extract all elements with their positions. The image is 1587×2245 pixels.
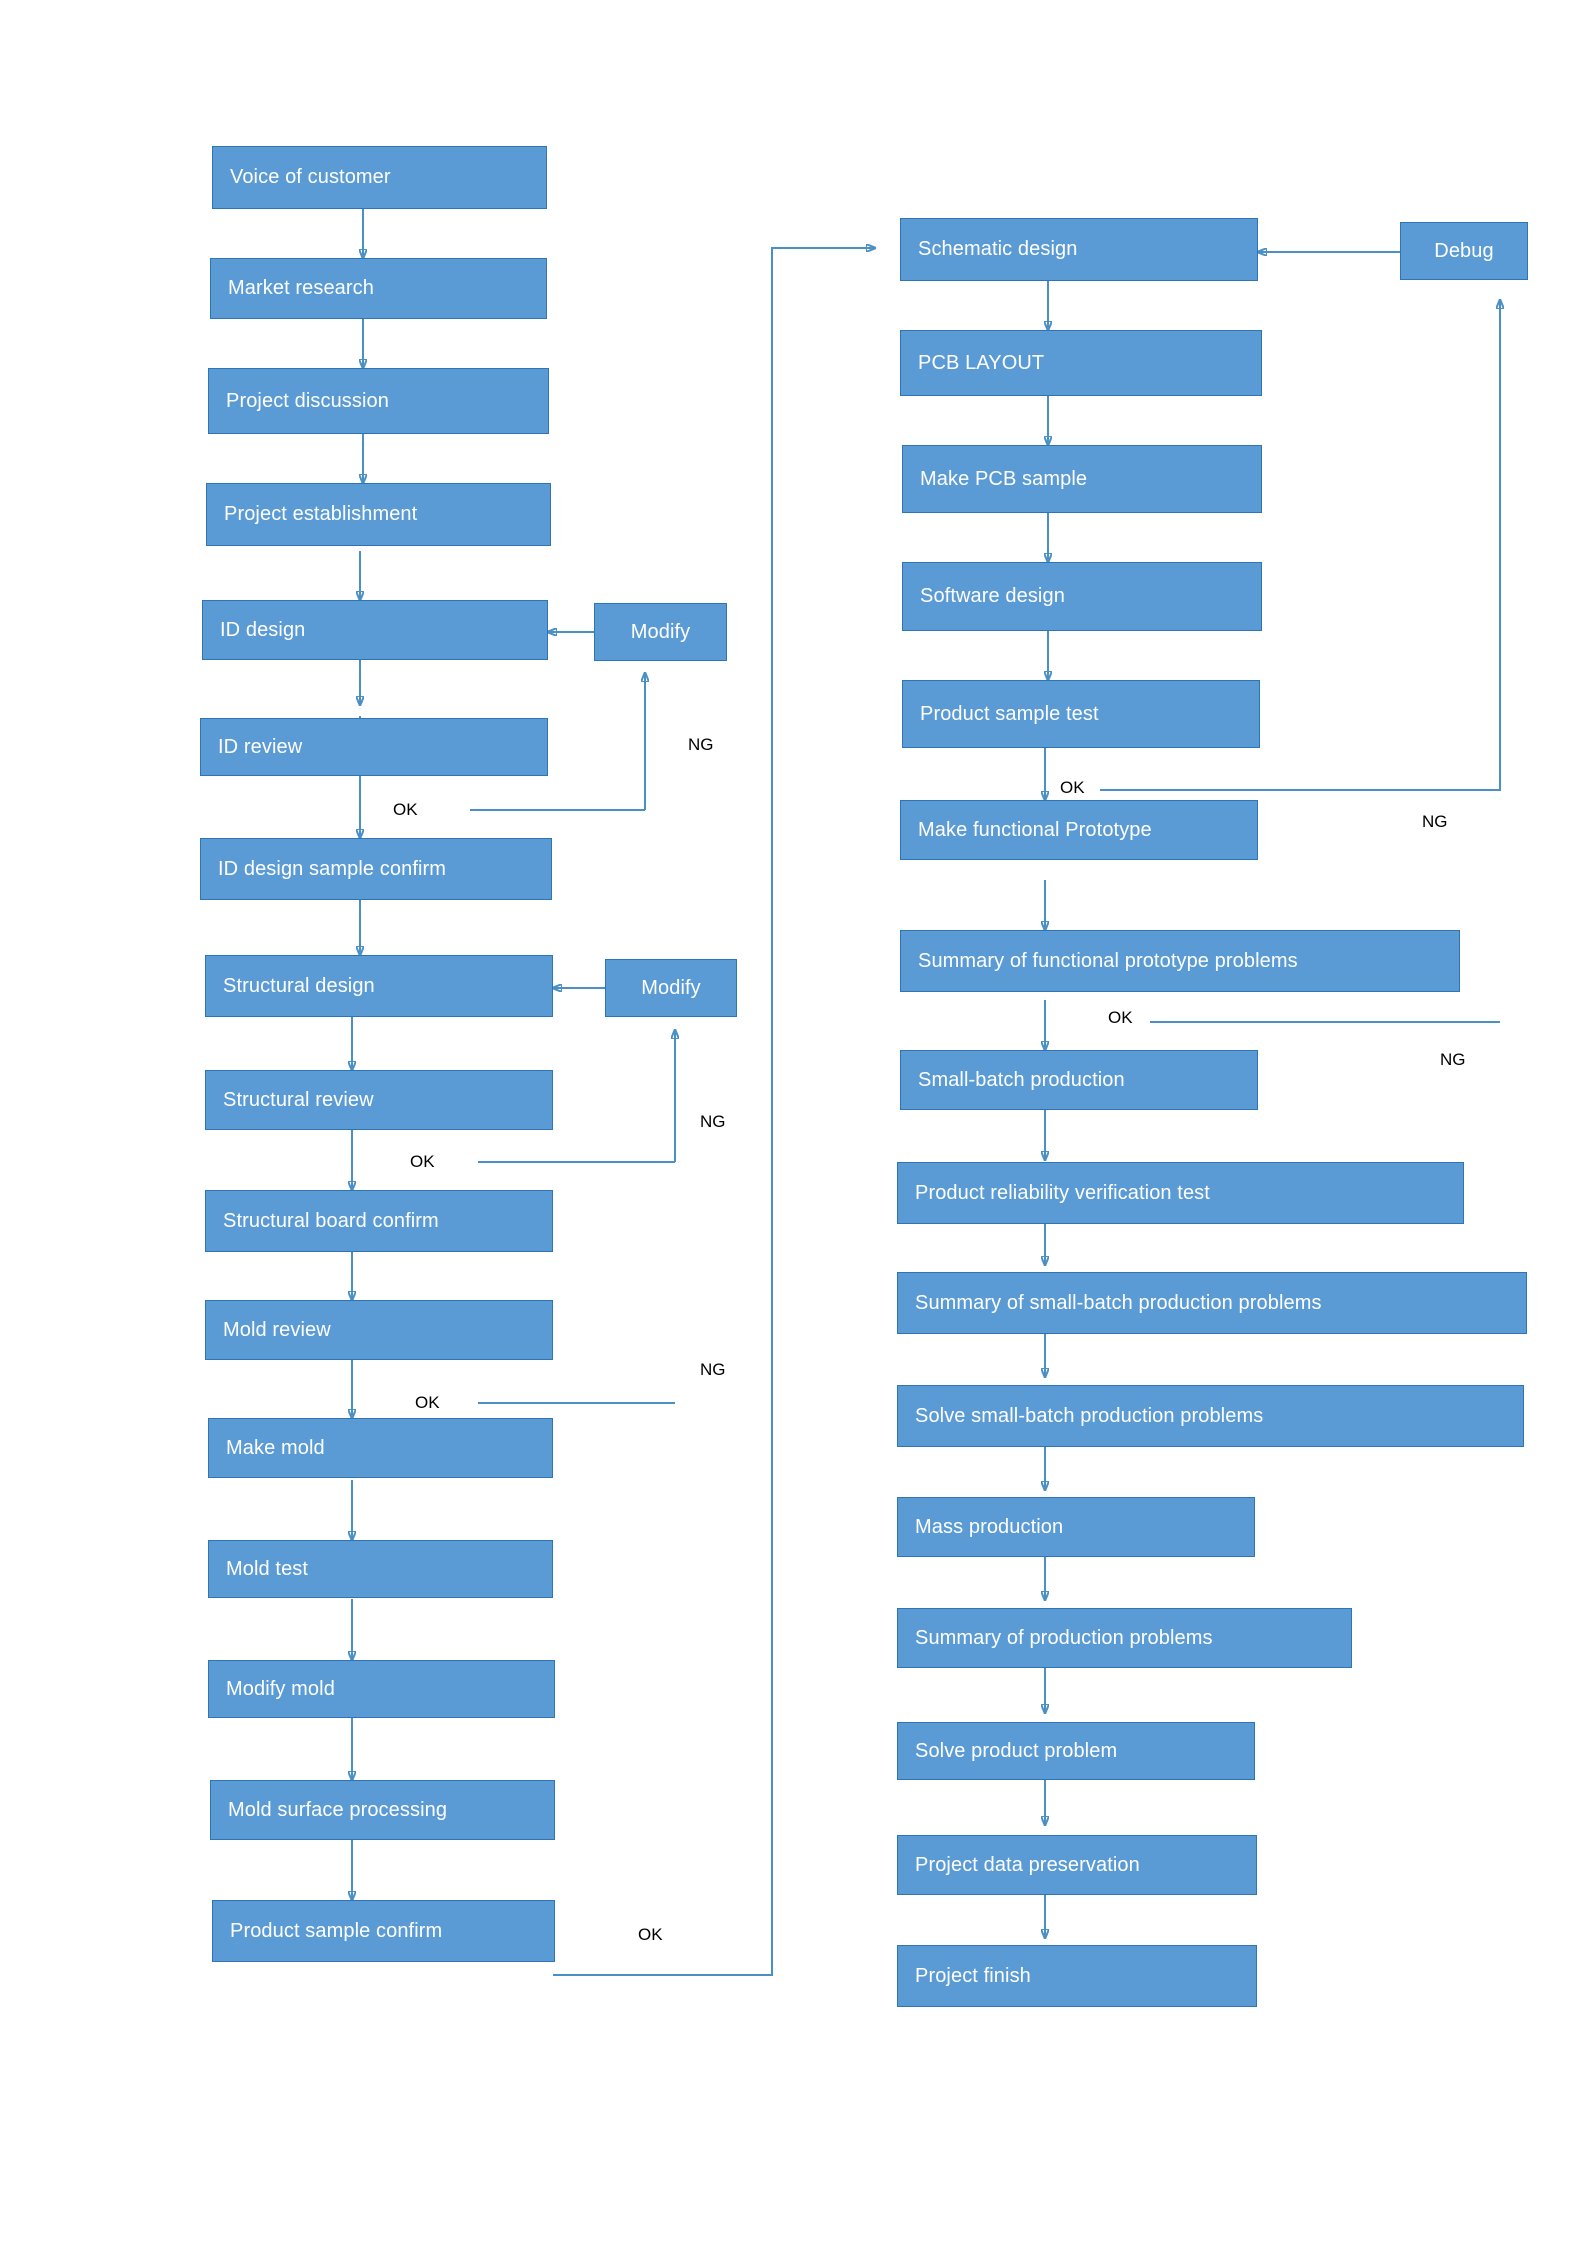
node-label: Product reliability verification test	[915, 1181, 1210, 1204]
node-label: Mold review	[223, 1318, 331, 1341]
node-mold-review[interactable]	[205, 1300, 553, 1360]
node-schematic-design[interactable]	[900, 218, 1258, 281]
node-summary-functional-prototype-problems[interactable]	[900, 930, 1460, 992]
node-product-sample-confirm[interactable]	[212, 1900, 555, 1962]
edge-label-ng-id-review: NG	[688, 735, 714, 754]
node-mold-test[interactable]	[208, 1540, 553, 1598]
edge-label-ok-summary-functional-prototype: OK	[1108, 1008, 1133, 1027]
node-label: ID review	[218, 735, 303, 758]
node-label: Mold surface processing	[228, 1798, 448, 1821]
node-label: Structural review	[223, 1088, 374, 1111]
node-mold-surface-processing[interactable]	[210, 1780, 555, 1840]
node-label: Project finish	[915, 1964, 1031, 1987]
node-modify-id[interactable]	[594, 603, 727, 661]
node-label: Modify	[641, 976, 701, 999]
node-project-data-preservation[interactable]	[897, 1835, 1257, 1895]
node-label: Summary of production problems	[915, 1626, 1213, 1649]
node-label: Software design	[920, 585, 1065, 607]
node-product-sample-test[interactable]	[902, 680, 1260, 748]
node-voice-of-customer[interactable]	[212, 146, 547, 209]
edge-label-ok-product-sample-confirm: OK	[638, 1925, 663, 1944]
node-label: Product sample test	[920, 702, 1099, 725]
node-project-establishment[interactable]	[206, 483, 551, 546]
node-label: ID design sample confirm	[218, 857, 447, 880]
node-label: Modify	[630, 620, 691, 643]
node-label: Structural design	[223, 974, 375, 997]
node-label: Project discussion	[226, 389, 389, 412]
node-id-design[interactable]	[202, 600, 548, 660]
node-label: Make mold	[226, 1436, 325, 1459]
node-project-finish[interactable]	[897, 1945, 1257, 2007]
node-label: Debug	[1434, 239, 1494, 262]
node-pcb-layout[interactable]	[900, 330, 1262, 396]
node-label: ID design	[220, 618, 306, 641]
node-solve-small-batch-production-problems[interactable]	[897, 1385, 1524, 1447]
node-label: Project establishment	[224, 503, 418, 525]
node-label: Solve small-batch production problems	[915, 1404, 1264, 1427]
node-small-batch-production[interactable]	[900, 1050, 1258, 1110]
node-debug[interactable]	[1400, 222, 1528, 280]
node-solve-product-problem[interactable]	[897, 1722, 1255, 1780]
node-label: Schematic design	[918, 238, 1078, 260]
edge-label-ng-structural-review: NG	[700, 1112, 726, 1131]
node-summary-production-problems[interactable]	[897, 1608, 1352, 1668]
node-label: Voice of customer	[230, 166, 391, 188]
edge-label-ok-structural-review: OK	[410, 1152, 435, 1171]
node-label: Project data preservation	[915, 1853, 1140, 1876]
node-label: Mass production	[915, 1515, 1064, 1538]
node-make-functional-prototype[interactable]	[900, 800, 1258, 860]
node-label: PCB LAYOUT	[918, 351, 1045, 374]
node-label: Modify mold	[226, 1677, 335, 1700]
node-structural-design[interactable]	[205, 955, 553, 1017]
edge-label-ok-mold-review: OK	[415, 1393, 440, 1412]
node-label: Small-batch production	[918, 1068, 1125, 1091]
node-structural-review[interactable]	[205, 1070, 553, 1130]
node-label: Product sample confirm	[230, 1919, 443, 1942]
node-label: Market research	[228, 277, 374, 299]
node-label: Make functional Prototype	[918, 818, 1152, 841]
edge-label-ng-product-sample-test: NG	[1422, 812, 1448, 831]
node-make-mold[interactable]	[208, 1418, 553, 1478]
node-make-pcb-sample[interactable]	[902, 445, 1262, 513]
node-label: Make PCB sample	[920, 467, 1088, 490]
node-mass-production[interactable]	[897, 1497, 1255, 1557]
node-modify-mold[interactable]	[208, 1660, 555, 1718]
node-software-design[interactable]	[902, 562, 1262, 631]
node-product-reliability-verification-test[interactable]	[897, 1162, 1464, 1224]
node-label: Summary of small-batch production problems	[915, 1291, 1322, 1314]
node-label: Structural board confirm	[223, 1209, 439, 1232]
node-label: Mold test	[226, 1557, 309, 1580]
node-label: Summary of functional prototype problems	[918, 949, 1298, 972]
edge-label-ng-mold-review: NG	[700, 1360, 726, 1379]
node-project-discussion[interactable]	[208, 368, 549, 434]
node-summary-small-batch-production-problems[interactable]	[897, 1272, 1527, 1334]
node-label: Solve product problem	[915, 1739, 1118, 1762]
edge-label-ng-summary-functional-prototype: NG	[1440, 1050, 1466, 1069]
node-id-design-sample-confirm[interactable]	[200, 838, 552, 900]
node-structural-board-confirm[interactable]	[205, 1190, 553, 1252]
node-modify-structural[interactable]	[605, 959, 737, 1017]
node-id-review[interactable]	[200, 718, 548, 776]
edge-label-ok-id-review: OK	[393, 800, 418, 819]
edge-label-ok-product-sample-test: OK	[1060, 778, 1085, 797]
node-market-research[interactable]	[210, 258, 547, 319]
